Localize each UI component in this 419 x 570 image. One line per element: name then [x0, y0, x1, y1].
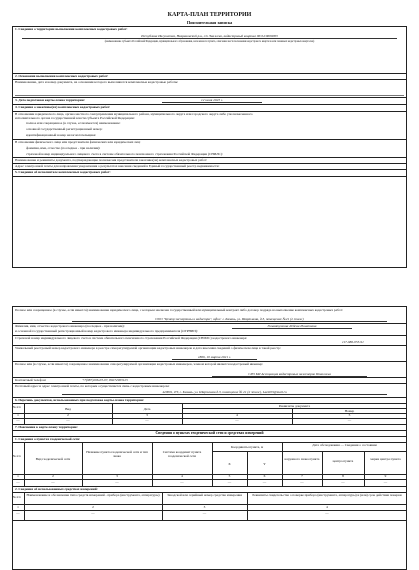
snils-label: Страховой номер индивидуального лицевого счета в системе обязательного пенсионного страхования Российской Федерации (СНИЛС) кадастрового инженера: [15, 336, 248, 340]
column-number: 3 [146, 413, 148, 417]
customer-line: идентификационный номер налогоплательщика: [26, 133, 97, 137]
column-number: 1 [17, 413, 19, 417]
contract-value: ООО "Центр экспертизы и кадастра", офис: г. Казань, ул. Шартлама, д.3, помещение №21 (2 этаж) [72, 317, 387, 322]
customer-line: В отношении юридического лица, органа местного самоуправления муниципального района, муниципального округа или городского округа либо уполномоченного [15, 112, 253, 116]
column-number: 4 [236, 413, 238, 417]
section-2-text: Наименование, дата и номер документа, на основании которого выполняются комплексные кадастровые работы: [15, 80, 179, 84]
engineer-label: Фамилия, имя, отчество кадастрового инженера (последнее - при наличии): [15, 324, 125, 328]
document-title: КАРТА-ПЛАН ТЕРРИТОРИИ [167, 12, 252, 18]
customer-line: полное или сокращенное (в случае, если имеется) наименование: [26, 121, 121, 125]
snils-value: 117-986-055-91 [342, 340, 364, 344]
table-header: Дата [143, 407, 151, 411]
table-header: Y [263, 462, 266, 466]
section-9-subtitle: 2. Сведения об использованных средствах измерений: [15, 487, 98, 491]
section-4-title: 4. Сведения о заказчике(ах) комплексных кадастровых работ: [15, 105, 111, 109]
column-number: 6 [263, 474, 266, 478]
empty-cell: — [325, 511, 329, 515]
empty-cell: — [383, 480, 388, 484]
section-5-title: 5. Сведения об исполнителе комплексных кадастровых работ: [15, 170, 111, 174]
customer-line: фамилия, имя, отчество (последнее - при наличии): [26, 146, 101, 150]
table-header: наружного знака пункта [284, 457, 320, 461]
section-3-title: 3. Дата подготовки карты-плана территории: [15, 98, 85, 102]
table-header: марки центра пункта [370, 457, 401, 461]
table-header: Дата обследования — Сведения о состоянии [312, 443, 377, 447]
column-number: 9 [384, 474, 387, 478]
customer-line: страховой номер индивидуального лицевого счета в системе обязательного пенсионного страхования Российской Федерации (СНИЛС): [26, 152, 223, 156]
customer-line: В отношении физического лица или представителя физических или юридических лиц: [15, 140, 141, 144]
page-1 [12, 10, 407, 268]
table-header: центра пункта [332, 459, 354, 463]
table-header: Реквизиты документа [278, 404, 311, 408]
column-number: 1 [17, 505, 19, 509]
phone-value: +7(987)296-03-07, 89272963125 [82, 378, 128, 382]
empty-cell: — [145, 418, 149, 422]
reestr-value: 1866, 10 марта 2021 г. [172, 355, 257, 360]
column-number: 4 [326, 505, 328, 509]
table-header: Вид геодезической сети [35, 457, 71, 461]
table-header: Номер [344, 409, 355, 413]
column-number: 2 [52, 474, 54, 478]
table-header: Вид [65, 407, 71, 411]
engineer-value: Гимаятуллина Лейсан Ринатовна [232, 324, 352, 329]
sro-value: СРО КИ Ассоциация кадастровых инженеров Поволжья [212, 372, 367, 377]
empty-cell: — [180, 480, 184, 484]
table-header: № п/п [13, 454, 21, 458]
document-subtitle: Пояснительная записка [186, 20, 233, 25]
column-number: 8 [342, 474, 344, 478]
sro-label: Полное или (в случае, если имеется) сокращенное наименование саморегулируемой организации кадастровых инженеров, членом которой является кадастровый инженер: [15, 362, 264, 366]
empty-cell: — [16, 480, 20, 484]
empty-cell: — [235, 418, 239, 422]
empty-cell: — [16, 511, 20, 515]
column-number: 5 [348, 413, 351, 417]
table-header: X [228, 462, 231, 466]
table-header: Наименование и обозначение типа средств измерений - прибора (инструмента, аппаратуры) [26, 493, 160, 497]
page-gap [0, 272, 419, 298]
section-6-title: 6. Перечень документов, использованных при подготовке карты-плана территории: [15, 398, 145, 402]
table-header: Система координат пункта геодезической сети [162, 450, 202, 458]
customer-line: исполнительного органа государственной власти субъекта Российской Федерации: [15, 116, 135, 120]
section-1-title: 1. Сведения о территории выполнения комплексных кадастровых работ: [15, 27, 128, 31]
table-header: Реквизиты свидетельства о поверке прибора (инструмента, аппаратуры) и (или) срок действия поверки [252, 493, 402, 497]
table-header: № п/п [13, 495, 21, 499]
customer-line: Адрес электронной почты для направления уведомления о результатах внесения сведений в Единый государственный реестр недвижимости: [15, 164, 220, 168]
empty-cell: — [227, 480, 232, 484]
table-header: Координаты пункта, м [230, 445, 264, 449]
column-number: 5 [228, 474, 231, 478]
empty-cell: — [262, 480, 267, 484]
empty-cell: — [66, 418, 70, 422]
section-3-value: 12 июля 2023 г. [162, 98, 262, 103]
post-value: 420001, РТ, г. Казань, ул. Шартлама д.3, помещение № 21 (2 этаж), Lazi203@mail.ru [62, 390, 387, 395]
column-number: 4 [181, 474, 183, 478]
table-header: Заводской или серийный номер средства измерения [167, 493, 242, 497]
section-1-value: Республика Ингушетия, Назрановский р-н, с/п Экажево, кадастровый квартал 06:04:0600003 [22, 34, 397, 39]
empty-cell: — [91, 511, 95, 515]
column-number: 1 [17, 474, 19, 478]
section-2-title: 2. Основания выполнения комплексных кадастровых работ: [15, 74, 109, 78]
empty-cell: — [300, 480, 304, 484]
contract-text: Полное или сокращенное (в случае, если имеется) наименование юридического лица, с которым заключен государственный или муниципальный контракт либо договор подряда на выполнение комплексных кадастровых работ: [15, 308, 343, 312]
customer-line: основной государственный регистрационный номер: [26, 127, 103, 131]
reestr-label: Уникальный реестровый номер кадастрового инженера в реестре саморегулируемой организации кадастровых инженеров и дата внесения сведений о физическом лице в такой реестр: [15, 346, 281, 350]
column-number: 7 [301, 474, 303, 478]
section-1-note: (наименование субъекта Российской Федерации, муниципального образования, населенного пункта, описание местоположения кадастрового квартала или смежных кадастровых кварталов) [104, 40, 315, 43]
column-number: 3 [116, 474, 118, 478]
table-header: № п/п [13, 405, 21, 409]
column-number: 3 [203, 505, 206, 509]
ogrnip-label: и основной государственный регистрационный номер кадастрового инженера индивидуального предпринимателя (ОГРНИП): [15, 329, 198, 333]
empty-cell: — [16, 418, 20, 422]
empty-cell: — [51, 480, 55, 484]
customer-line: Наименование и реквизиты документа, подтверждающие полномочия представителя заказчика(ов) комплексных кадастровых работ: [15, 158, 208, 162]
table-header: Название пункта геодезической сети и тип знака [86, 450, 148, 458]
column-number: 2 [67, 413, 69, 417]
phone-label: Контактный телефон: [15, 378, 47, 382]
section-8-subtitle: 1. Сведения о пунктах геодезической сети: [15, 437, 81, 441]
empty-cell: — [202, 511, 207, 515]
column-number: 2 [92, 505, 94, 509]
post-label: Почтовый адрес и адрес электронной почты, по которым осуществляется связь с кадастровым инженером: [15, 384, 170, 388]
page-2 [12, 302, 407, 570]
section-7-title: 7. Пояснения к карте-плану территории: [15, 425, 78, 429]
empty-cell: — [341, 480, 345, 484]
empty-cell: — [115, 480, 119, 484]
section-8-title: Сведения о пунктах геодезической сети и средствах измерений [155, 431, 264, 435]
empty-cell: — [347, 418, 352, 422]
